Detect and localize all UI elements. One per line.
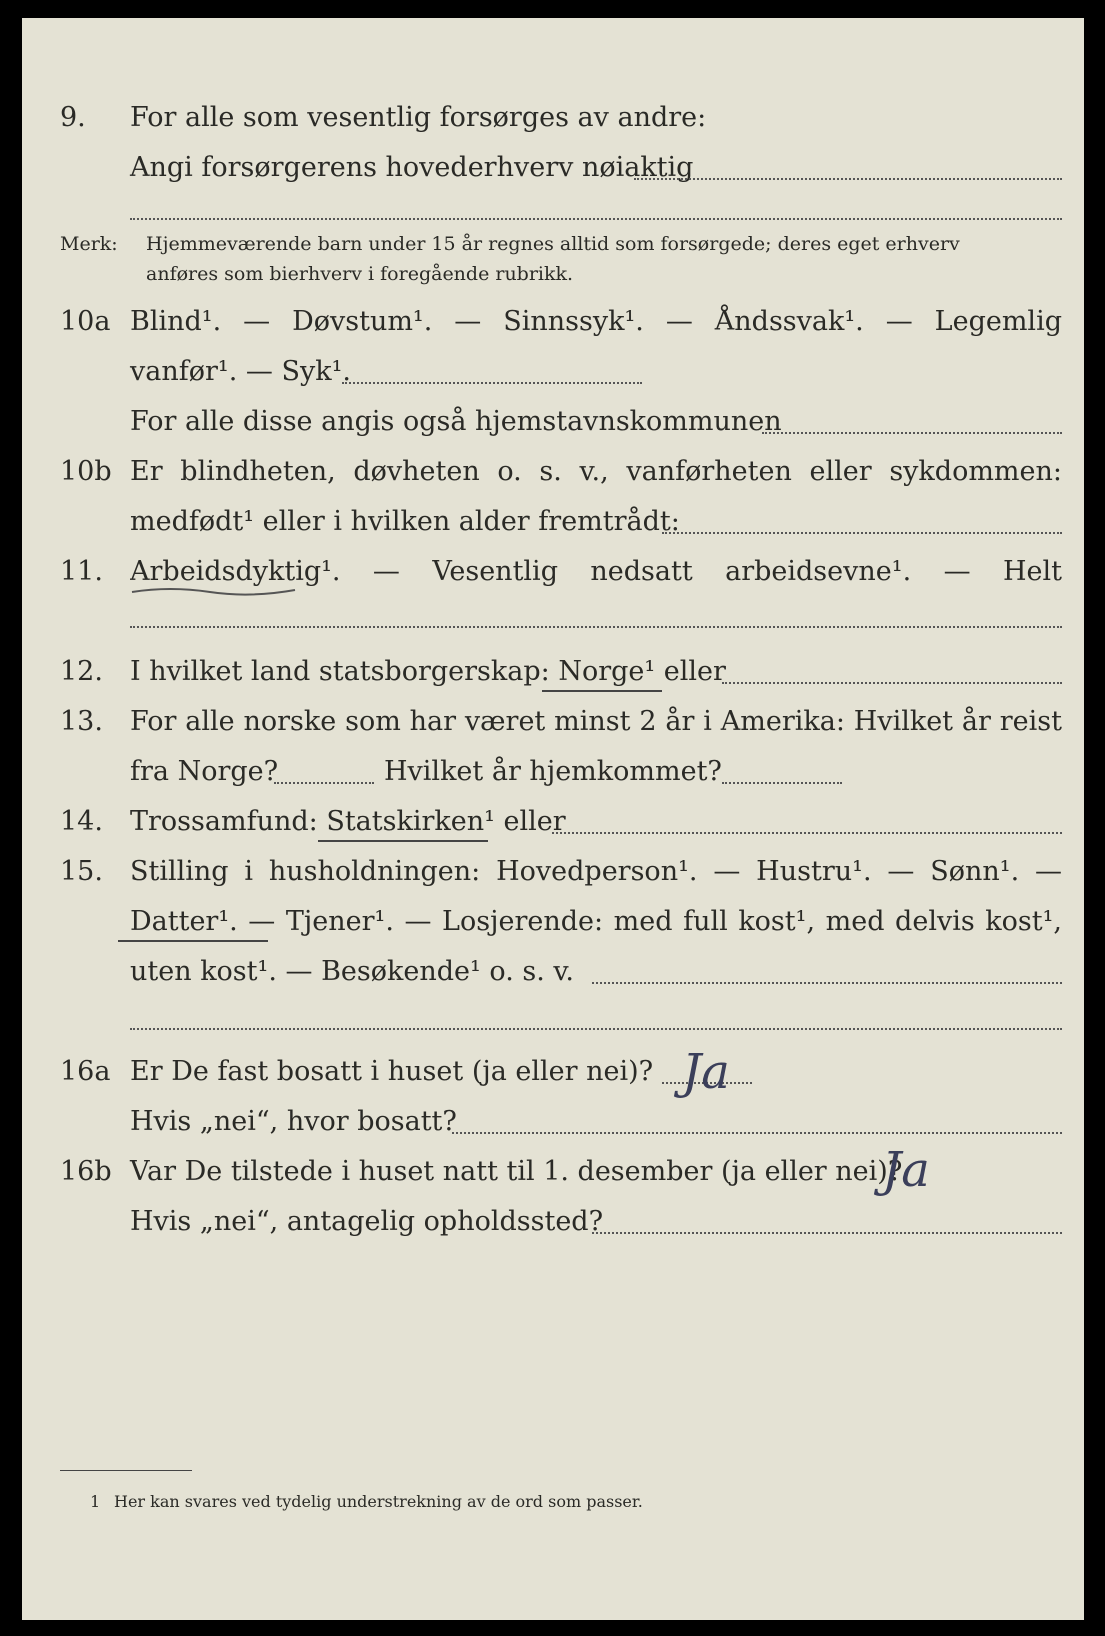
question-10b-line-2 xyxy=(22,502,1084,542)
question-text: Var De tilstede i huset natt til 1. desember (ja eller nei)? xyxy=(130,1156,903,1187)
question-10a-line-3 xyxy=(22,402,1084,442)
question-text: Stilling i husholdningen: Hovedperson¹. — Hustru¹. — Sønn¹. — xyxy=(130,856,1062,887)
question-text: medfødt¹ eller i hvilken alder fremtrådt: xyxy=(130,506,680,537)
footnote-text: Her kan svares ved tydelig understrekning av de ord som passer. xyxy=(114,1492,643,1511)
question-10a-line-2 xyxy=(22,352,1084,392)
answer-line[interactable] xyxy=(552,832,1062,834)
handwritten-underline xyxy=(118,940,268,942)
answer-line[interactable] xyxy=(722,782,842,784)
answer-line[interactable] xyxy=(130,626,1062,628)
question-text: Hvilket år hjemkommet? xyxy=(384,756,722,787)
question-text: Er blindheten, døvheten o. s. v., vanførheten eller sykdommen: xyxy=(130,456,1062,487)
question-text: vanfør¹. — Syk¹. xyxy=(130,356,351,387)
answer-line[interactable] xyxy=(762,432,1062,434)
question-number: 15. xyxy=(60,856,103,887)
answer-line[interactable] xyxy=(274,782,374,784)
question-10b xyxy=(22,452,1084,492)
question-10a xyxy=(22,302,1084,342)
question-13 xyxy=(22,702,1084,742)
question-number: 16b xyxy=(60,1156,112,1187)
question-12 xyxy=(22,652,1084,692)
question-15 xyxy=(22,852,1084,892)
question-text: Datter¹. — Tjener¹. — Losjerende: med full kost¹, med delvis kost¹, xyxy=(130,906,1062,937)
answer-line[interactable] xyxy=(592,982,1062,984)
answer-line[interactable] xyxy=(722,682,1062,684)
answer-line[interactable] xyxy=(130,218,1062,220)
question-text: Blind¹. — Døvstum¹. — Sinnssyk¹. — Åndssvak¹. — Legemlig xyxy=(130,306,1062,337)
question-number: 13. xyxy=(60,706,103,737)
question-text: uten kost¹. — Besøkende¹ o. s. v. xyxy=(130,956,575,987)
question-text: Arbeidsdyktig¹. — Vesentlig nedsatt arbeidsevne¹. — Helt xyxy=(130,556,1062,587)
question-9-line-2 xyxy=(22,148,1084,188)
note-label: Merk: xyxy=(60,233,118,255)
question-text: Hvis „nei“, antagelig opholdssted? xyxy=(130,1206,604,1237)
answer-line[interactable] xyxy=(662,532,1062,534)
question-text: Trossamfund: Statskirken¹ eller xyxy=(130,806,566,837)
question-14 xyxy=(22,802,1084,842)
footnote-rule xyxy=(60,1470,192,1471)
handwritten-underline xyxy=(318,840,488,842)
question-text: Hvis „nei“, hvor bosatt? xyxy=(130,1106,457,1137)
handwritten-answer: Ja xyxy=(882,1142,930,1198)
answer-line[interactable] xyxy=(634,178,1062,180)
answer-line[interactable] xyxy=(342,382,642,384)
question-text: For alle norske som har været minst 2 år i Amerika: Hvilket år reist xyxy=(130,706,1062,737)
note-text: Hjemmeværende barn under 15 år regnes alltid som forsørgede; deres eget erhverv xyxy=(146,233,960,255)
answer-line[interactable] xyxy=(592,1232,1062,1234)
question-text: Angi forsørgerens hovederhverv nøiaktig xyxy=(130,152,694,183)
question-number: 16a xyxy=(60,1056,111,1087)
question-9 xyxy=(22,98,1084,138)
question-text: fra Norge? xyxy=(130,756,279,787)
footnote-mark: 1 xyxy=(90,1492,101,1511)
question-13-line-2 xyxy=(22,752,1084,792)
question-text: For alle som vesentlig forsørges av andre: xyxy=(130,102,707,133)
question-number: 9. xyxy=(60,102,86,133)
question-number: 10b xyxy=(60,456,112,487)
answer-line[interactable] xyxy=(130,1028,1062,1030)
handwritten-underline xyxy=(130,584,300,598)
question-16a xyxy=(22,1052,1084,1092)
question-16b-line-2 xyxy=(22,1202,1084,1242)
census-form-page xyxy=(22,18,1084,1620)
question-text: Er De fast bosatt i huset (ja eller nei)? xyxy=(130,1056,654,1087)
question-text: I hvilket land statsborgerskap: Norge¹ eller xyxy=(130,656,726,687)
question-15-line-3 xyxy=(22,952,1084,992)
handwritten-answer: Ja xyxy=(682,1044,730,1100)
question-number: 12. xyxy=(60,656,103,687)
question-text: For alle disse angis også hjemstavnskommunen xyxy=(130,406,782,437)
question-15-line-2 xyxy=(22,902,1084,942)
question-number: 14. xyxy=(60,806,103,837)
handwritten-underline xyxy=(542,690,662,692)
question-number: 11. xyxy=(60,556,103,587)
answer-line[interactable] xyxy=(452,1132,1062,1134)
question-number: 10a xyxy=(60,306,111,337)
question-16a-line-2 xyxy=(22,1102,1084,1142)
note-text: anføres som bierhverv i foregående rubrikk. xyxy=(146,263,574,285)
